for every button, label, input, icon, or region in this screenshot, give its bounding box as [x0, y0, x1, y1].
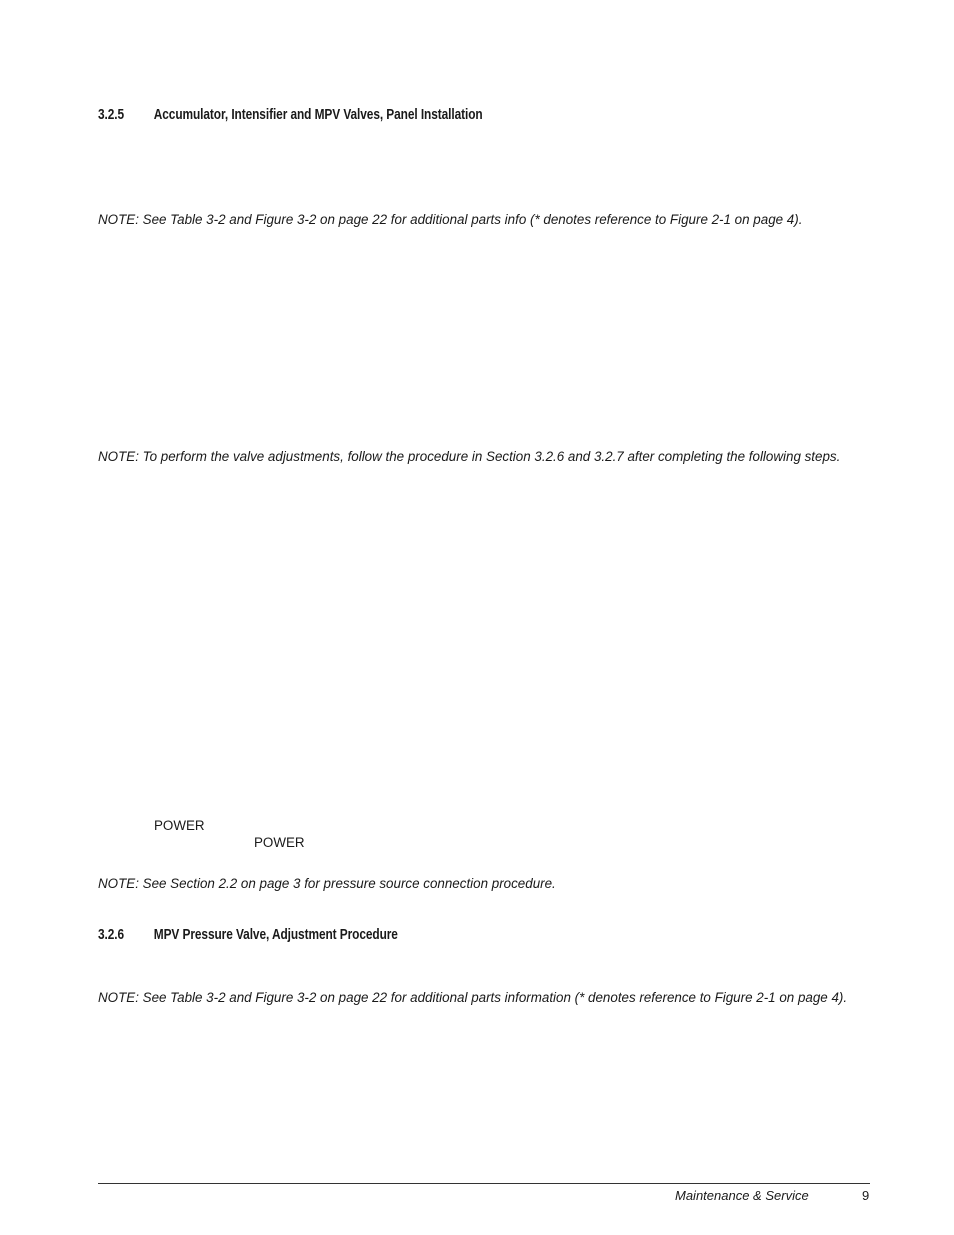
footer-divider — [98, 1183, 870, 1184]
note-pressure-source: NOTE: See Section 2.2 on page 3 for pressure source connection procedure. — [98, 876, 556, 891]
note-valve-adjustments: NOTE: To perform the valve adjustments, follow the procedure in Section 3.2.6 and 3.2.7 after completing the following steps. — [98, 449, 841, 464]
section-heading-3-2-5 — [98, 107, 483, 123]
note-parts-information: NOTE: See Table 3-2 and Figure 3-2 on page 22 for additional parts information (* denotes reference to Figure 2-1 on page 4). — [98, 990, 848, 1005]
section-number: 3.2.6 — [98, 927, 125, 943]
note-parts-info: NOTE: See Table 3-2 and Figure 3-2 on page 22 for additional parts info (* denotes reference to Figure 2-1 on page 4). — [98, 212, 803, 227]
section-title: MPV Pressure Valve, Adjustment Procedure — [153, 927, 398, 943]
power-label: POWER — [254, 835, 305, 850]
footer-section-title: Maintenance & Service — [675, 1188, 809, 1203]
section-number: 3.2.5 — [98, 107, 125, 123]
section-title: Accumulator, Intensifier and MPV Valves, Panel Installation — [153, 107, 483, 123]
section-heading-3-2-6 — [98, 927, 398, 943]
power-label: POWER — [154, 818, 205, 833]
page-number: 9 — [862, 1188, 870, 1203]
